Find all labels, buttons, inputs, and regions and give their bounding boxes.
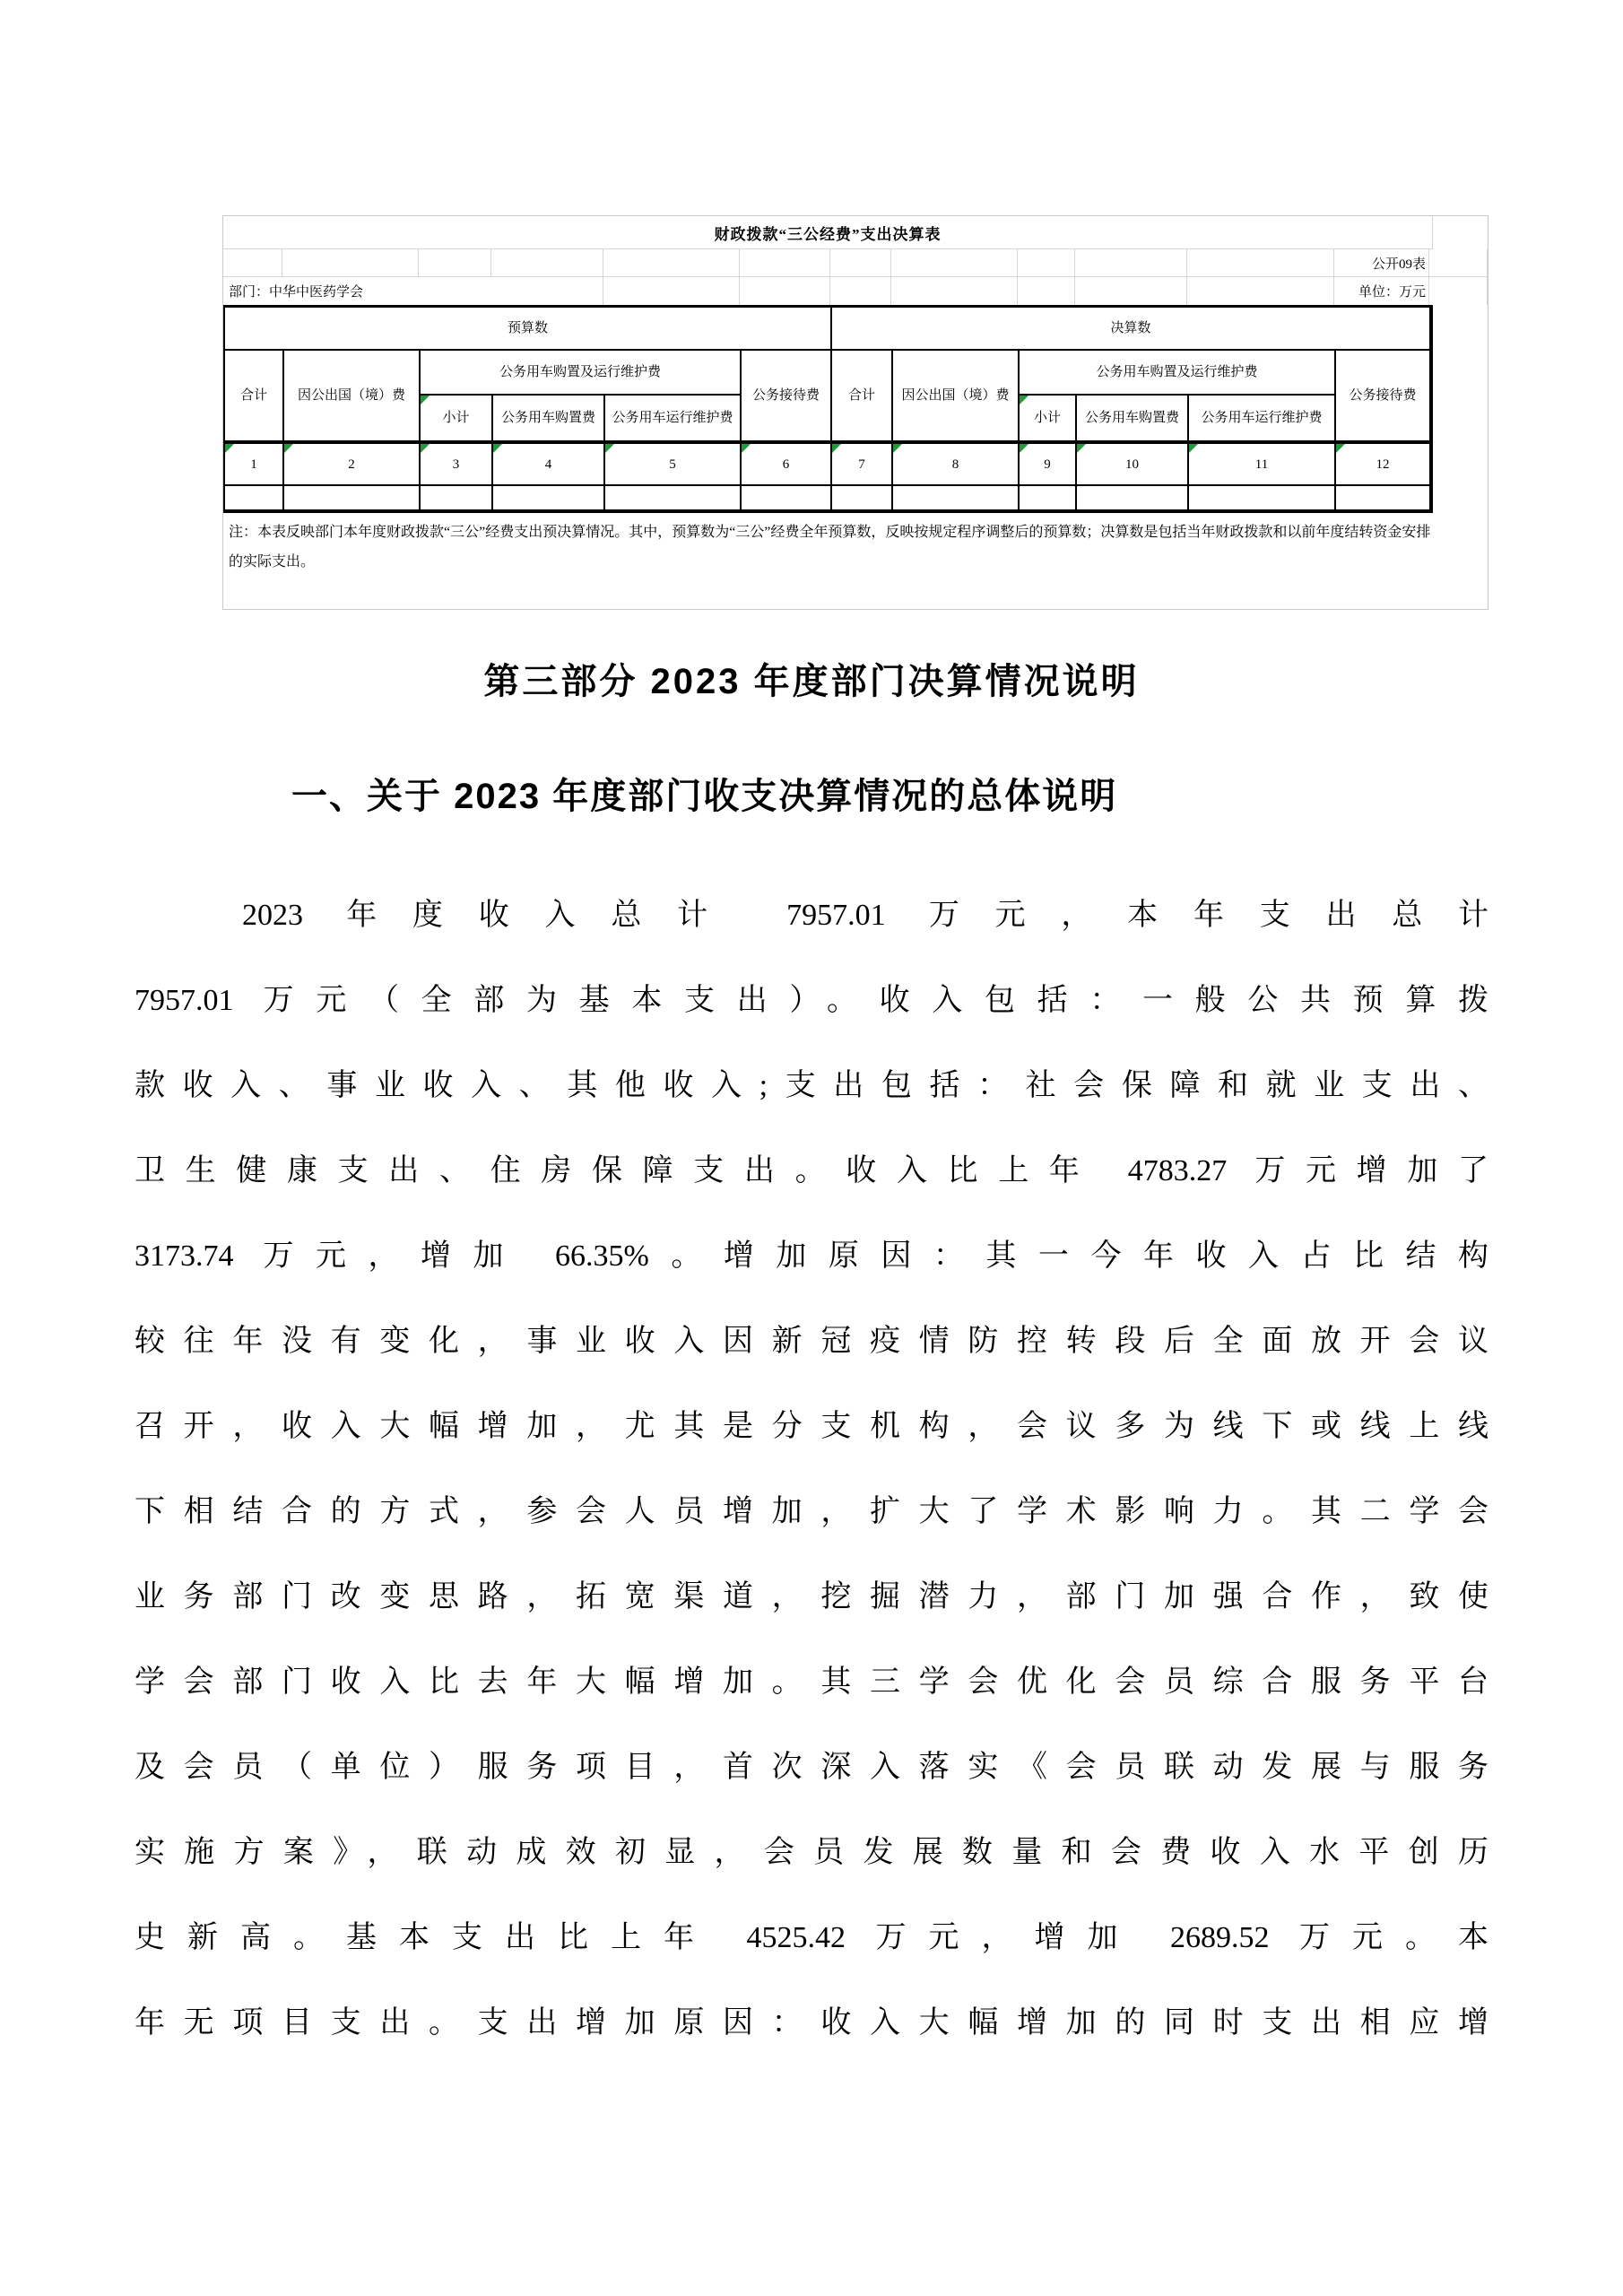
body-line: 业务部门改变思路，拓宽渠道，挖掘潜力，部门加强合作，致使: [135, 1580, 1488, 1613]
green-corner-marker: [605, 444, 614, 453]
grid-cell: [1187, 249, 1334, 277]
body-line: 3173.74 万元，增加 66.35%。增加原因：其一今年收入占比结构: [135, 1239, 1488, 1273]
column-number: 9: [1044, 457, 1051, 472]
grid-cell: [1429, 249, 1488, 277]
column-number: 7: [858, 457, 865, 472]
column-number-cell: [284, 442, 421, 486]
column-number-cell: [1189, 442, 1336, 486]
body-line: 卫生健康支出、住房保障支出。收入比上年 4783.27 万元增加了: [135, 1154, 1488, 1187]
data-cell: [742, 486, 832, 511]
grid-cell: [603, 249, 740, 277]
column-number-cell: [893, 442, 1020, 486]
grid-cell: [282, 249, 419, 277]
green-corner-marker: [421, 396, 430, 404]
column-number: 12: [1376, 457, 1390, 472]
column-number: 5: [669, 457, 676, 472]
sheet-number-label: 公开09表: [1334, 249, 1429, 277]
grid-cell: [740, 277, 830, 305]
header-label: 小计: [442, 411, 470, 425]
unit-label: 单位：万元: [1334, 277, 1429, 305]
final-total-header: 合计: [832, 351, 893, 442]
grid-cell: [891, 277, 1018, 305]
grid-cell: [830, 277, 891, 305]
final-group-header: 决算数: [832, 308, 1431, 351]
column-number: 1: [250, 457, 257, 472]
column-number: 11: [1254, 457, 1269, 472]
data-cell: [284, 486, 421, 511]
column-number: 8: [951, 457, 959, 472]
column-number-cell: [832, 442, 893, 486]
header-label: 小计: [1033, 411, 1061, 425]
table-meta-grid: [223, 249, 1488, 305]
grid-cell: [419, 249, 491, 277]
body-line: 及会员（单位）服务项目，首次深入落实《会员联动发展与服务: [135, 1751, 1488, 1784]
data-cell: [1336, 486, 1431, 511]
part-heading: 第三部分 2023 年度部门决算情况说明: [483, 662, 1140, 701]
column-number-cell: [421, 442, 493, 486]
data-cell: [1020, 486, 1077, 511]
overview-paragraph: [135, 873, 1488, 2066]
grid-cell: [1018, 249, 1075, 277]
budget-vehicle-band-header: 公务用车购置及运行维护费: [421, 351, 742, 396]
green-corner-marker: [284, 444, 293, 453]
three-public-expense-table-block: [222, 215, 1488, 610]
budget-vehicle-purchase-header: 公务用车购置费: [493, 396, 605, 442]
grid-cell: [1018, 277, 1075, 305]
green-corner-marker: [1189, 444, 1198, 453]
green-corner-marker: [493, 444, 502, 453]
green-corner-marker: [1336, 444, 1345, 453]
budget-total-header: 合计: [225, 351, 284, 442]
final-abroad-header: 因公出国（境）费: [893, 351, 1020, 442]
green-corner-marker: [225, 444, 234, 453]
budget-vehicle-maintenance-header: 公务用车运行维护费: [605, 396, 742, 442]
grid-cell: [891, 249, 1018, 277]
data-cell: [832, 486, 893, 511]
final-vehicle-maintenance-header: 公务用车运行维护费: [1189, 396, 1336, 442]
budget-subtotal-header: [421, 396, 493, 442]
column-number: 4: [544, 457, 552, 472]
column-number-cell: [493, 442, 605, 486]
expense-table-grid: [223, 305, 1433, 513]
budget-group-header: 预算数: [225, 308, 832, 351]
body-line: 年无项目支出。支出增加原因：收入大幅增加的同时支出相应增: [135, 2006, 1488, 2039]
body-line: 实施方案》，联动成效初显，会员发展数量和会费收入水平创历: [135, 1836, 1488, 1869]
data-cell: [605, 486, 742, 511]
body-line: 学会部门收入比去年大幅增加。其三学会优化会员综合服务平台: [135, 1665, 1488, 1699]
green-corner-marker: [421, 444, 430, 453]
body-line: 史新高。基本支出比上年 4525.42 万元，增加 2689.52 万元。本: [135, 1921, 1488, 1954]
column-number-cell: [605, 442, 742, 486]
green-corner-marker: [1077, 444, 1086, 453]
final-subtotal-header: [1020, 396, 1077, 442]
table-note: 注：本表反映部门本年度财政拨款“三公”经费支出预决算情况。其中，预算数为“三公”经费全年预算数，反映按规定程序调整后的预算数；决算数是包括当年财政拨款和以前年度结转资金安排的实际支出。: [229, 525, 1431, 570]
green-corner-marker: [832, 444, 841, 453]
grid-cell: [1429, 277, 1488, 305]
body-line: 7957.01 万元（全部为基本支出）。收入包括：一般公共预算拨: [135, 984, 1488, 1017]
data-cell: [1077, 486, 1189, 511]
grid-cell: [223, 249, 282, 277]
grid-cell: [830, 249, 891, 277]
grid-cell: [1075, 277, 1187, 305]
column-number-cell: [1336, 442, 1431, 486]
body-line: 2023 年度收入总计 7957.01 万元，本年支出总计: [242, 899, 1488, 932]
grid-cell: [491, 249, 603, 277]
final-vehicle-band-header: 公务用车购置及运行维护费: [1020, 351, 1336, 396]
department-label: 部门：中华中医药学会: [223, 277, 603, 305]
column-number: 3: [452, 457, 460, 472]
budget-abroad-header: 因公出国（境）费: [284, 351, 421, 442]
body-line: 召开，收入大幅增加，尤其是分支机构，会议多为线下或线上线: [135, 1410, 1488, 1443]
grid-cell: [603, 277, 740, 305]
green-corner-marker: [893, 444, 902, 453]
body-line: 款收入、事业收入、其他收入;支出包括：社会保障和就业支出、: [135, 1069, 1488, 1102]
column-number: 6: [782, 457, 790, 472]
green-corner-marker: [1020, 444, 1028, 453]
data-cell: [421, 486, 493, 511]
column-number-cell: [1077, 442, 1189, 486]
green-corner-marker: [1020, 396, 1028, 404]
body-line: 下相结合的方式，参会人员增加，扩大了学术影响力。其二学会: [135, 1495, 1488, 1528]
column-number-cell: [742, 442, 832, 486]
data-cell: [893, 486, 1020, 511]
grid-cell: [1075, 249, 1187, 277]
data-cell: [1189, 486, 1336, 511]
column-number-cell: [225, 442, 284, 486]
data-cell: [225, 486, 284, 511]
data-cell: [493, 486, 605, 511]
table-title: 财政拨款“三公经费”支出决算表: [223, 216, 1433, 249]
final-vehicle-purchase-header: 公务用车购置费: [1077, 396, 1189, 442]
green-corner-marker: [742, 444, 751, 453]
final-reception-header: 公务接待费: [1336, 351, 1431, 442]
column-number: 10: [1125, 457, 1139, 472]
section-heading: 一、关于 2023 年度部门收支决算情况的总体说明: [291, 777, 1118, 816]
grid-cell: [1187, 277, 1334, 305]
column-number: 2: [348, 457, 355, 472]
body-line: 较往年没有变化，事业收入因新冠疫情防控转段后全面放开会议: [135, 1325, 1488, 1358]
grid-cell: [740, 249, 830, 277]
budget-reception-header: 公务接待费: [742, 351, 832, 442]
column-number-cell: [1020, 442, 1077, 486]
